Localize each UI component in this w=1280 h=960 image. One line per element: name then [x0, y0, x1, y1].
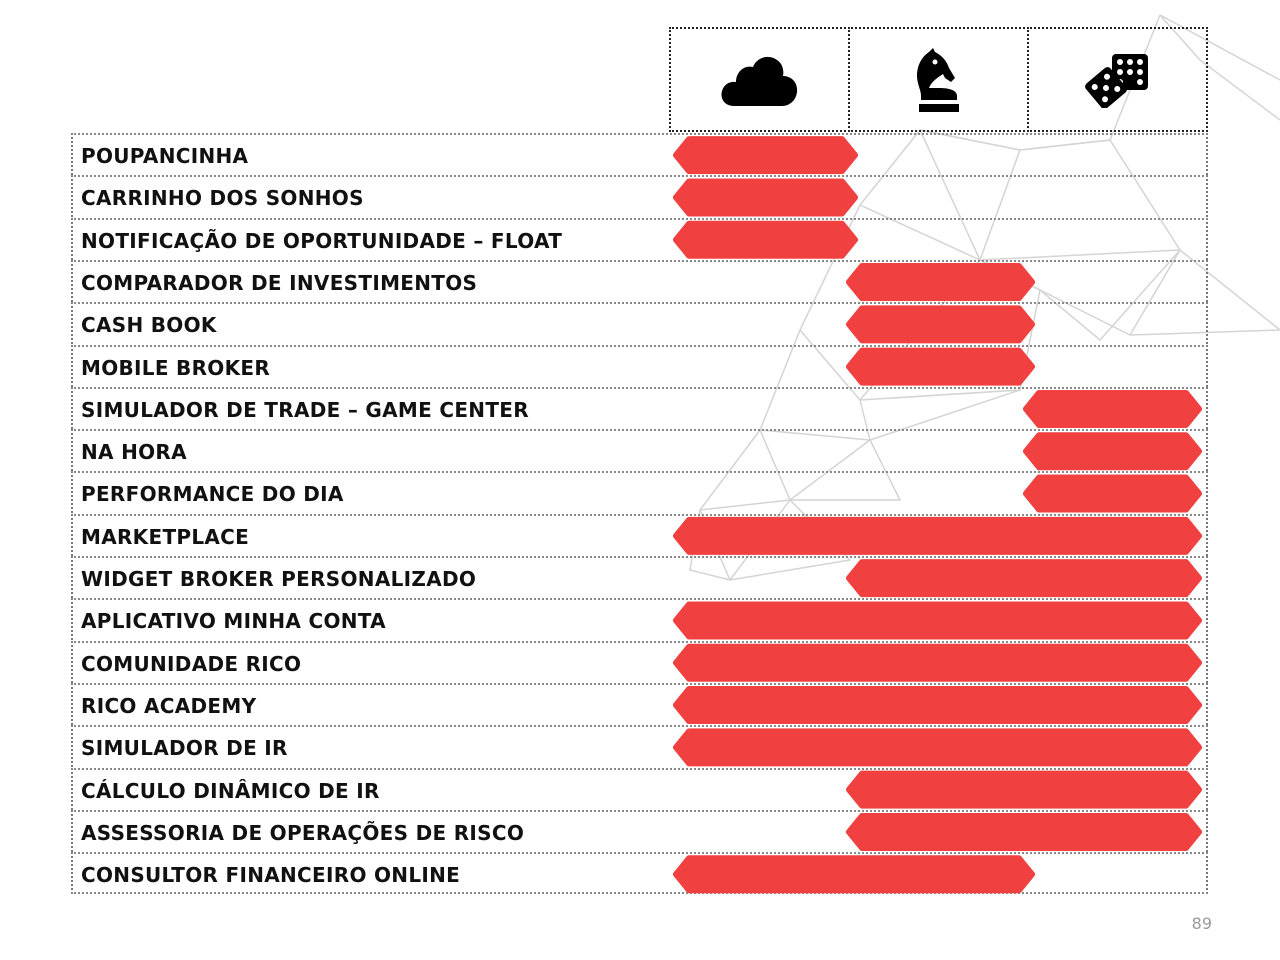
dice-icon — [1084, 52, 1152, 108]
table-row — [71, 810, 1208, 852]
row-label: MOBILE BROKER — [81, 355, 271, 380]
row-label: CÁLCULO DINÂMICO DE IR — [81, 778, 380, 803]
row-label: POUPANCINHA — [81, 144, 249, 168]
table-row — [71, 345, 1208, 387]
table-row — [71, 852, 1208, 894]
row-label: COMPARADOR DE INVESTIMENTOS — [81, 270, 478, 295]
table-row — [71, 218, 1208, 260]
column-header-dice — [1027, 27, 1208, 132]
row-label: SIMULADOR DE IR — [81, 736, 288, 761]
table-row — [71, 133, 1208, 175]
table-row — [71, 175, 1208, 217]
table-row — [71, 260, 1208, 302]
table-row — [71, 556, 1208, 598]
row-label: ASSESSORIA DE OPERAÇÕES DE RISCO — [81, 820, 525, 845]
row-label: CARRINHO DOS SONHOS — [81, 186, 364, 211]
chess-knight-icon — [913, 48, 965, 112]
row-label: RICO ACADEMY — [81, 693, 257, 718]
column-header-cloud — [669, 27, 850, 132]
table-row — [71, 598, 1208, 640]
table-row — [71, 725, 1208, 767]
row-label: MARKETPLACE — [81, 524, 250, 549]
table-row — [71, 471, 1208, 513]
row-label: PERFORMANCE DO DIA — [81, 482, 344, 507]
row-label: COMUNIDADE RICO — [81, 651, 302, 676]
cloud-icon — [720, 52, 800, 108]
row-label: NOTIFICAÇÃO DE OPORTUNIDADE – FLOAT — [81, 228, 563, 253]
table-row — [71, 302, 1208, 344]
table-row — [71, 429, 1208, 471]
page-number: 89 — [1191, 914, 1212, 933]
row-label: CONSULTOR FINANCEIRO ONLINE — [81, 863, 461, 888]
row-label: CASH BOOK — [81, 313, 217, 338]
row-label: WIDGET BROKER PERSONALIZADO — [81, 567, 477, 591]
row-label: NA HORA — [81, 440, 187, 465]
table-row — [71, 641, 1208, 683]
table-row — [71, 514, 1208, 556]
table-row — [71, 683, 1208, 725]
row-label: APLICATIVO MINHA CONTA — [81, 609, 386, 634]
row-label: SIMULADOR DE TRADE – GAME CENTER — [81, 397, 529, 422]
table-row — [71, 768, 1208, 810]
column-header-chess — [848, 27, 1029, 132]
table-row — [71, 387, 1208, 429]
